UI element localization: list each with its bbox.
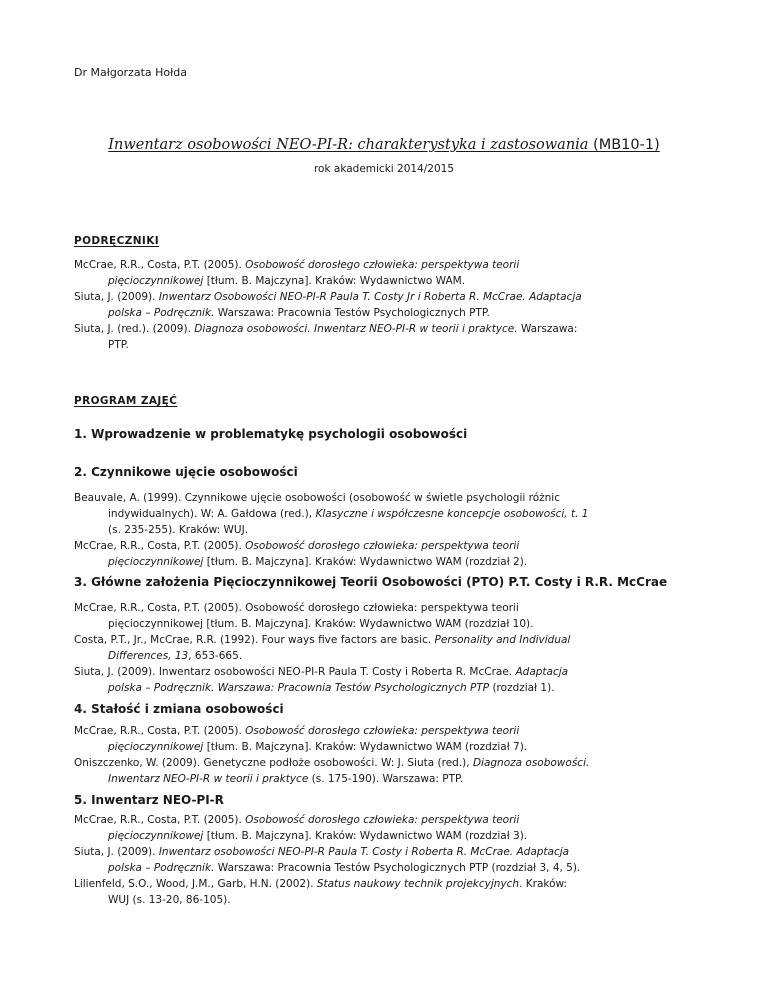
ref-title: pięcioczynnikowej	[108, 830, 204, 842]
ref-text: [tłum. B. Majczyna]. Kraków: Wydawnictwo WAM (rozdział 3).	[203, 830, 528, 842]
section-3-ref-3	[74, 664, 714, 696]
ref-title: Differences, 13	[108, 650, 189, 662]
ref-text: Costa, P.T., Jr., McCrae, R.R. (1992). Four ways five factors are basic.	[74, 634, 435, 646]
program-label: PROGRAM ZAJĘĆ	[74, 395, 178, 407]
ref-title: polska – Podręcznik. Warszawa: Pracownia Testów Psychologicznych PTP	[108, 682, 490, 694]
section-2-ref-1	[74, 490, 714, 538]
ref-text: Warszawa:	[517, 323, 578, 335]
section-2-heading: 2. Czynnikowe ujęcie osobowości	[74, 465, 298, 479]
ref-title: Status naukowy technik projekcyjnych	[316, 878, 520, 890]
section-1-heading: 1. Wprowadzenie w problematykę psychologii osobowości	[74, 427, 468, 441]
ref-title: polska – Podręcznik.	[108, 862, 215, 874]
section-5-ref-2	[74, 844, 714, 876]
section-2-ref-2	[74, 538, 714, 570]
author-name: Dr Małgorzata Hołda	[74, 66, 187, 79]
ref-title: Osobowość dorosłego człowieka: perspektywa teorii	[245, 725, 520, 737]
ref-title: Inwentarz NEO-PI-R w teorii i praktyce	[108, 773, 309, 785]
ref-title: Diagnoza osobowości.	[472, 757, 590, 769]
ref-title: Inwentarz Osobowości NEO-PI-R Paula T. Costy Jr i Roberta R. McCrae. Adaptacja	[158, 291, 582, 303]
ref-text: Oniszczenko, W. (2009). Genetyczne podłoże osobowości. W: J. Siuta (red.),	[74, 757, 473, 769]
ref-title: Osobowość dorosłego człowieka: perspektywa teorii	[245, 540, 520, 552]
section-4-ref-2	[74, 755, 714, 787]
ref-title: pięcioczynnikowej	[108, 556, 204, 568]
section-4-heading: 4. Stałość i zmiana osobowości	[74, 702, 284, 716]
textbook-ref-2	[74, 289, 714, 321]
section-3-ref-1	[74, 600, 714, 632]
ref-title: Adaptacja	[515, 666, 569, 678]
ref-text: McCrae, R.R., Costa, P.T. (2005).	[74, 814, 246, 826]
ref-text: McCrae, R.R., Costa, P.T. (2005).	[74, 259, 246, 271]
ref-text: . Kraków:	[519, 878, 568, 890]
ref-text: Siuta, J. (2009).	[74, 846, 159, 858]
ref-text: Siuta, J. (2009). Inwentarz osobowości NEO-PI-R Paula T. Costy i Roberta R. McCrae.	[74, 666, 516, 678]
ref-title: Osobowość dorosłego człowieka: perspektywa teorii	[245, 259, 520, 271]
ref-text: indywidualnych). W: A. Gałdowa (red.),	[108, 508, 316, 520]
course-title	[0, 137, 768, 153]
section-4-ref-1	[74, 723, 714, 755]
ref-text: [tłum. B. Majczyna]. Kraków: Wydawnictwo WAM (rozdział 7).	[203, 741, 528, 753]
academic-year: rok akademicki 2014/2015	[313, 163, 455, 175]
ref-title: Diagnoza osobowości. Inwentarz NEO-PI-R w teorii i praktyce.	[194, 323, 518, 335]
section-5-heading: 5. Inwentarz NEO-PI-R	[74, 793, 224, 807]
ref-title: Klasyczne i współczesne koncepcje osobowości, t. 1	[315, 508, 589, 520]
textbooks-label: PODRĘCZNIKI	[74, 235, 160, 247]
ref-text: McCrae, R.R., Costa, P.T. (2005). Osobowość dorosłego człowieka: perspektywa teorii	[74, 602, 519, 614]
ref-text: PTP.	[108, 339, 129, 351]
ref-text: [tłum. B. Majczyna]. Kraków: Wydawnictwo WAM.	[203, 275, 466, 287]
ref-title: polska – Podręcznik.	[108, 307, 215, 319]
ref-text: (s. 175-190). Warszawa: PTP.	[308, 773, 464, 785]
ref-text: Warszawa: Pracownia Testów Psychologicznych PTP (rozdział 3, 4, 5).	[214, 862, 581, 874]
ref-text: pięcioczynnikowej [tłum. B. Majczyna]. Kraków: Wydawnictwo WAM (rozdział 10).	[108, 618, 534, 630]
course-title-text: Inwentarz osobowości NEO-PI-R: charakterystyka i zastosowania	[108, 137, 589, 153]
ref-text: , 653-665.	[188, 650, 243, 662]
section-3-heading: 3. Główne założenia Pięcioczynnikowej Teorii Osobowości (PTO) P.T. Costy i R.R. McCrae	[74, 575, 668, 589]
ref-text: Beauvale, A. (1999). Czynnikowe ujęcie osobowości (osobowość w świetle psychologii różnic	[74, 492, 560, 504]
ref-text: WUJ (s. 13-20, 86-105).	[108, 894, 231, 906]
ref-title: pięcioczynnikowej	[108, 275, 204, 287]
ref-text: McCrae, R.R., Costa, P.T. (2005).	[74, 540, 246, 552]
section-5-ref-1	[74, 812, 714, 844]
ref-text: McCrae, R.R., Costa, P.T. (2005).	[74, 725, 246, 737]
section-5-ref-3	[74, 876, 714, 908]
ref-text: Siuta, J. (2009).	[74, 291, 159, 303]
ref-text: [tłum. B. Majczyna]. Kraków: Wydawnictwo WAM (rozdział 2).	[203, 556, 528, 568]
ref-title: Personality and Individual	[434, 634, 571, 646]
ref-title: pięcioczynnikowej	[108, 741, 204, 753]
ref-title: Osobowość dorosłego człowieka: perspektywa teorii	[245, 814, 520, 826]
section-3-ref-2	[74, 632, 714, 664]
ref-text: Lilienfeld, S.O., Wood, J.M., Garb, H.N. (2002).	[74, 878, 317, 890]
course-code: (MB10-1)	[588, 137, 660, 153]
ref-text: Siuta, J. (red.). (2009).	[74, 323, 195, 335]
ref-text: (rozdział 1).	[489, 682, 555, 694]
ref-text: (s. 235-255). Kraków: WUJ.	[108, 524, 249, 536]
ref-title: Inwentarz osobowości NEO-PI-R Paula T. Costy i Roberta R. McCrae. Adaptacja	[158, 846, 570, 858]
textbook-ref-1	[74, 257, 714, 289]
textbook-ref-3	[74, 321, 714, 353]
ref-text: Warszawa: Pracownia Testów Psychologicznych PTP.	[214, 307, 490, 319]
